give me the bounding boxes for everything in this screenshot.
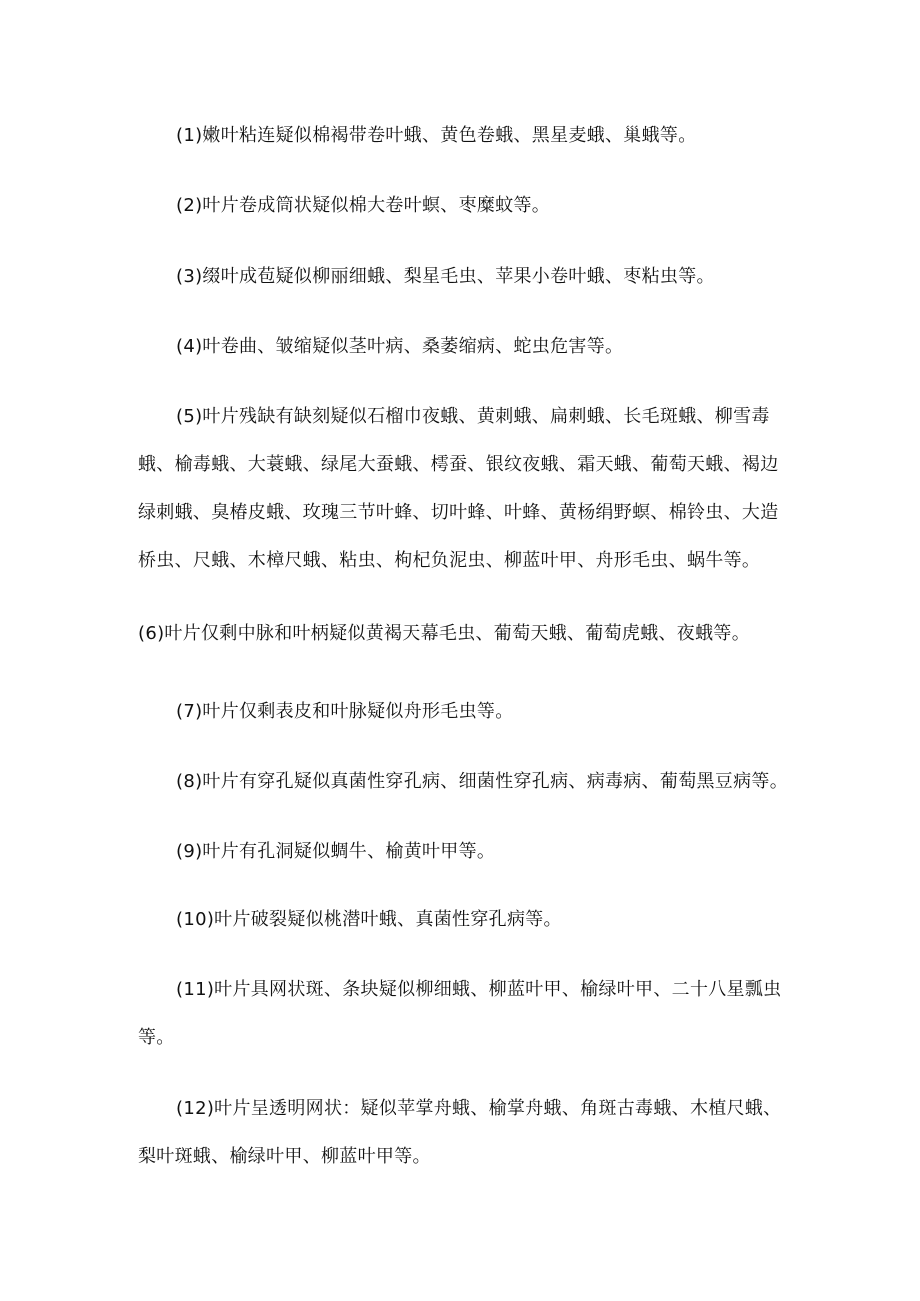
- paragraph-9: (9)叶片有孔洞疑似蜩牛、榆黄叶甲等。: [176, 841, 496, 862]
- paragraph-1: (1)嫩叶粘连疑似棉褐带卷叶蛾、黄色卷蛾、黑星麦蛾、巢蛾等。: [176, 125, 697, 146]
- paragraph-11: (11)叶片具网状斑、条块疑似柳细蛾、柳蓝叶甲、榆绿叶甲、二十八星瓢虫等。: [138, 979, 782, 1048]
- paragraph-3: (3)缀叶成苞疑似柳丽细蛾、梨星毛虫、苹果小卷叶蛾、枣粘虫等。: [176, 266, 715, 287]
- paragraph-8: (8)叶片有穿孔疑似真菌性穿孔病、细菌性穿孔病、病毒病、葡萄黑豆病等。: [176, 771, 788, 792]
- paragraph-2: (2)叶片卷成筒状疑似棉大卷叶螟、枣糜蚊等。: [176, 195, 551, 216]
- paragraph-6: (6)叶片仅剩中脉和叶柄疑似黄褐天幕毛虫、葡萄天蛾、葡萄虎蛾、夜蛾等。: [138, 623, 750, 644]
- paragraph-12: (12)叶片呈透明网状：疑似苹掌舟蛾、榆掌舟蛾、角斑古毒蛾、木植尺蛾、梨叶斑蛾、榆绿叶甲、柳蓝叶甲等。: [138, 1098, 782, 1167]
- paragraph-10: (10)叶片破裂疑似桃潜叶蛾、真菌性穿孔病等。: [176, 909, 562, 930]
- paragraph-7: (7)叶片仅剩表皮和叶脉疑似舟形毛虫等。: [176, 701, 514, 722]
- paragraph-5: (5)叶片残缺有缺刻疑似石榴巾夜蛾、黄刺蛾、扁刺蛾、长毛斑蛾、柳雪毒蛾、榆毒蛾、大蓑蛾、绿尾大蚕蛾、樗蚕、银纹夜蛾、霜天蛾、葡萄天蛾、褐边绿刺蛾、臭椿皮蛾、玫瑰三节叶蜂、切叶蜂、叶蜂、黄杨绢野螟、棉铃虫、大造桥虫、尺蛾、木樟尺蛾、粘虫、枸杞负泥虫、柳蓝叶甲、舟形毛虫、蜗牛等。: [138, 406, 779, 571]
- paragraph-4: (4)叶卷曲、皱缩疑似茎叶病、桑萎缩病、蛇虫危害等。: [176, 336, 624, 357]
